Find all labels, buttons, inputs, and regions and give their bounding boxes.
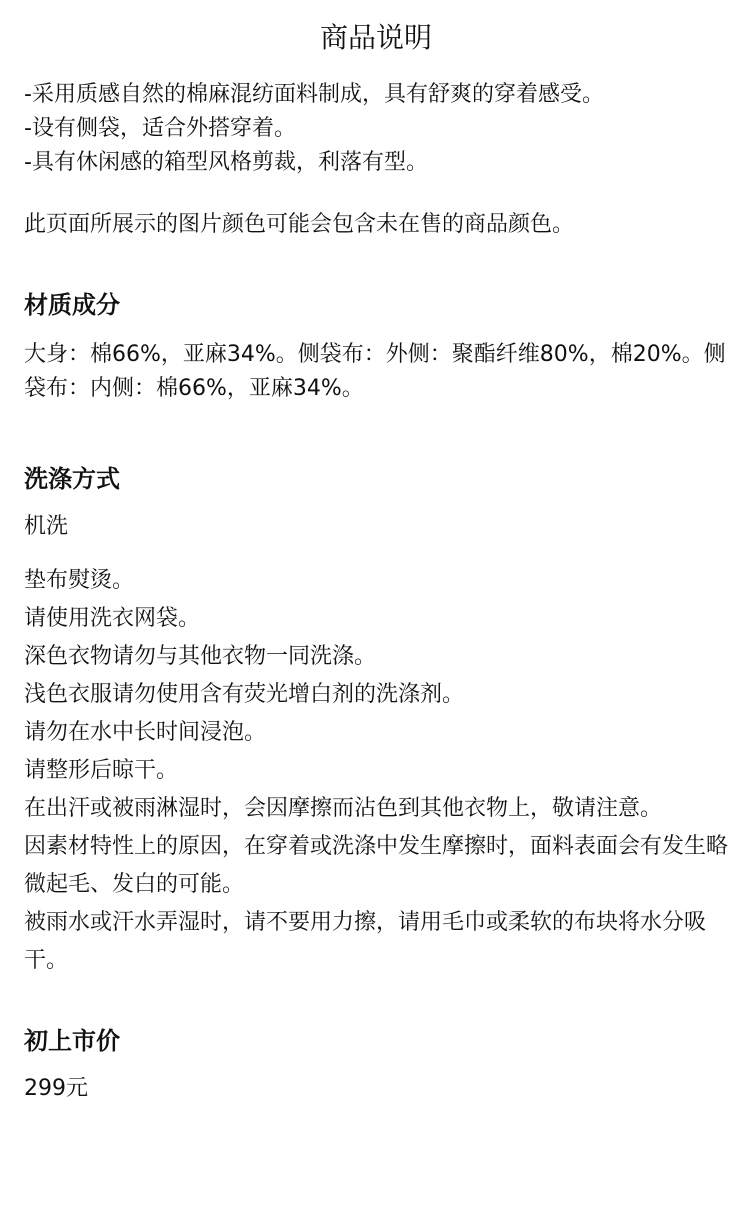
material-text: 大身：棉66%，亚麻34%。侧袋布：外侧：聚酯纤维80%，棉20%。侧袋布：内侧：棉66%，亚麻34%。: [24, 342, 726, 401]
washing-heading: 洗涤方式: [24, 465, 120, 493]
washing-instruction: 请使用洗衣网袋。: [24, 606, 201, 631]
material-section: [24, 288, 728, 406]
washing-instruction: 请勿在水中长时间浸泡。: [24, 720, 267, 745]
feature-list: [24, 78, 728, 180]
washing-section: [24, 462, 728, 980]
color-note: 此页面所展示的图片颜色可能会包含未在售的商品颜色。: [24, 212, 575, 237]
price-heading: 初上市价: [24, 1027, 120, 1055]
feature-item: -设有侧袋，适合外搭穿着。: [24, 116, 296, 141]
washing-instruction: 在出汗或被雨淋湿时，会因摩擦而沾色到其他衣物上，敬请注意。: [24, 796, 663, 821]
washing-instruction: 被雨水或汗水弄湿时，请不要用力擦，请用毛巾或柔软的布块将水分吸干。: [24, 910, 707, 973]
page-title: 商品说明: [319, 21, 432, 54]
washing-instruction: 请整形后晾干。: [24, 758, 179, 783]
feature-item: -采用质感自然的棉麻混纺面料制成，具有舒爽的穿着感受。: [24, 82, 604, 107]
material-heading: 材质成分: [24, 291, 120, 319]
washing-instruction: 深色衣物请勿与其他衣物一同洗涤。: [24, 644, 377, 669]
washing-instruction: 因素材特性上的原因，在穿着或洗涤中发生摩擦时，面料表面会有发生略微起毛、发白的可能。: [24, 834, 729, 897]
washing-instructions: [24, 562, 728, 980]
washing-instruction: 垫布熨烫。: [24, 568, 135, 593]
price-value: 299元: [24, 1076, 88, 1101]
washing-instruction: 浅色衣服请勿使用含有荧光增白剂的洗涤剂。: [24, 682, 465, 707]
price-section: [24, 1024, 728, 1106]
washing-method: 机洗: [24, 514, 69, 539]
feature-item: -具有休闲感的箱型风格剪裁，利落有型。: [24, 150, 428, 175]
